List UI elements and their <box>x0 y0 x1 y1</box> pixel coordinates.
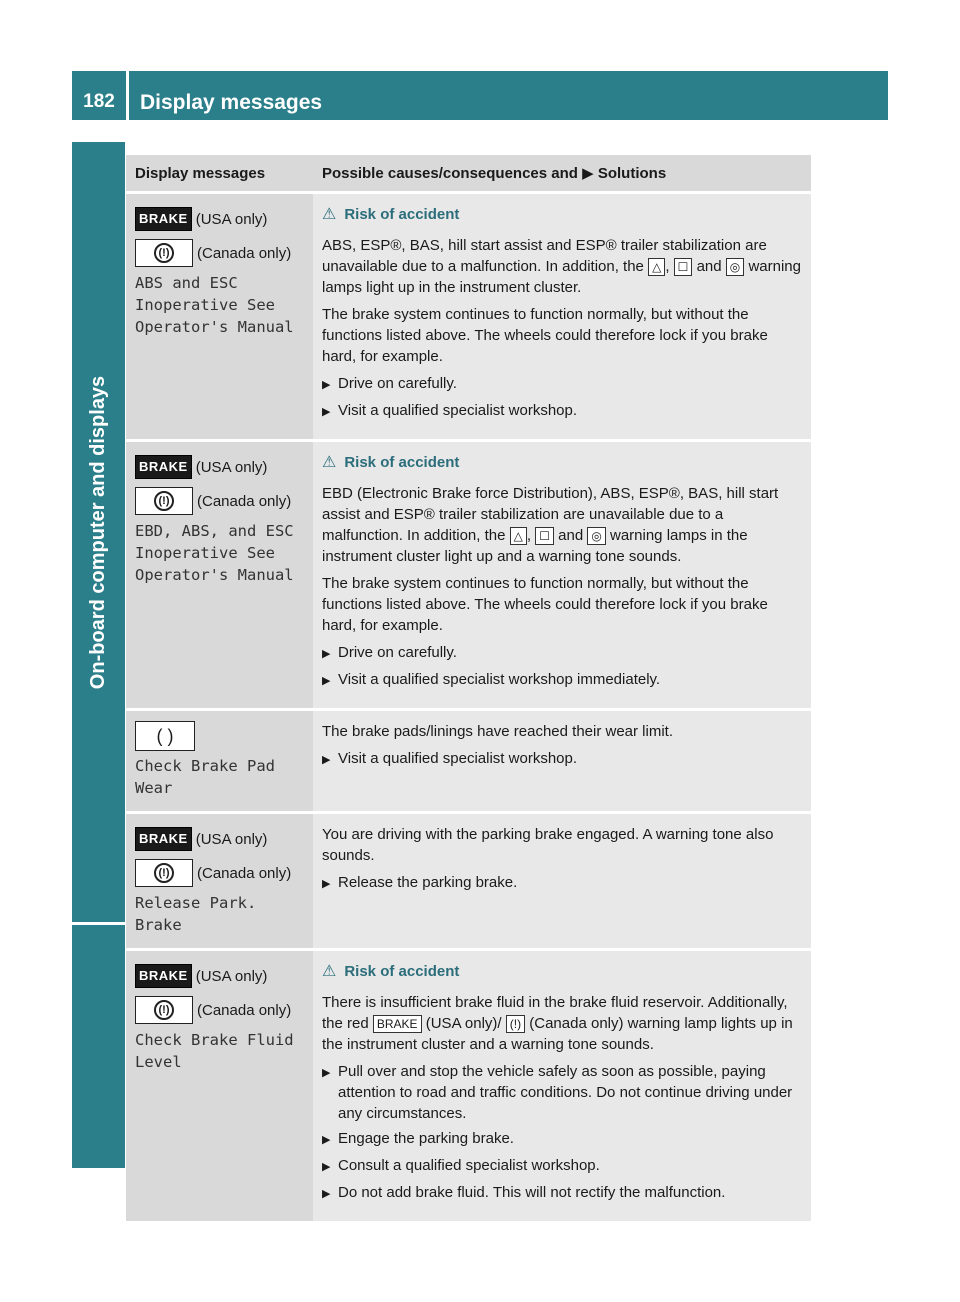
solutions-cell <box>313 441 811 710</box>
cause-paragraph: You are driving with the parking brake engaged. A warning tone also sounds. <box>322 826 774 864</box>
solution-item: ▶ Pull over and stop the vehicle safely as soon as possible, paying attention to road and traffic conditions. Do not continue driving under any circumstances. <box>322 1063 793 1122</box>
display-cell <box>126 950 313 1223</box>
bullet-arrow-icon: ▶ <box>322 878 331 890</box>
bullet-arrow-icon: ▶ <box>322 648 331 660</box>
table-row <box>126 193 811 441</box>
display-message-text: Check Brake Fluid Level <box>135 1031 294 1071</box>
solution-item: ▶ Drive on carefully. <box>322 642 802 665</box>
bullet-arrow-icon: ▶ <box>322 675 331 687</box>
esp-lamp-icon: △ <box>510 527 527 545</box>
brake-warning-icon: BRAKE <box>135 207 192 231</box>
display-cell <box>126 193 313 441</box>
display-message-text: ABS and ESC Inoperative See Operator's Manual <box>135 274 294 336</box>
solution-item: ▶ Engage the parking brake. <box>322 1128 802 1151</box>
usa-only-label: (USA only) <box>195 458 268 476</box>
risk-heading: ⚠ Risk of accident <box>322 206 460 223</box>
section-tab-divider <box>72 922 125 925</box>
display-message-text: Check Brake Pad Wear <box>135 757 275 797</box>
display-message-text: Release Park. Brake <box>135 894 257 934</box>
solutions-cell <box>313 950 811 1223</box>
solutions-cell <box>313 813 811 950</box>
cause-paragraph: EBD (Electronic Brake force Distribution), ABS, ESP®, BAS, hill start assist and ESP® trailer stabilization are unavailable due to a malfunction. In addition, the △ , ☐ and ◎ warning lamps in the instrument cluster light up and a warning tone sounds. <box>322 485 779 565</box>
bullet-arrow-icon: ▶ <box>322 406 331 418</box>
brake-pad-wear-icon: ( ) <box>135 721 195 751</box>
table-row <box>126 950 811 1223</box>
page-number: 182 <box>83 91 115 112</box>
play-arrow-icon: ▶ <box>582 165 594 182</box>
brake-warning-icon: BRAKE <box>135 964 192 988</box>
usa-only-label: (USA only) <box>195 210 268 228</box>
solution-item: ▶ Visit a qualified specialist workshop. <box>322 400 802 423</box>
table-row <box>126 441 811 710</box>
bullet-arrow-icon: ▶ <box>322 1161 331 1173</box>
canada-only-label: (Canada only) <box>197 864 292 882</box>
consequence-paragraph: The brake system continues to function normally, but without the functions listed above. The wheels could therefore lock if you brake hard, for example. <box>322 306 768 365</box>
esp-lamp-icon: △ <box>648 258 665 276</box>
cause-paragraph: The brake pads/linings have reached their wear limit. <box>322 723 674 740</box>
solution-item: ▶ Drive on carefully. <box>322 373 802 396</box>
solution-item: ▶ Visit a qualified specialist workshop immediately. <box>322 669 802 692</box>
cause-paragraph: ABS, ESP®, BAS, hill start assist and ESP® trailer stabilization are unavailable due to a malfunction. In addition, the △ , ☐ and ◎ warning lamps light up in the instrument cluster. <box>322 237 801 296</box>
esp-off-lamp-icon: ☐ <box>674 258 693 276</box>
page-title: Display messages <box>140 91 323 114</box>
display-messages-table <box>126 155 811 1224</box>
solutions-cell <box>313 710 811 813</box>
bullet-arrow-icon: ▶ <box>322 754 331 766</box>
col-header-solutions <box>313 155 811 193</box>
solution-item: ▶ Do not add brake fluid. This will not rectify the malfunction. <box>322 1182 802 1205</box>
consequence-paragraph: The brake system continues to function normally, but without the functions listed above. The wheels could therefore lock if you brake hard, for example. <box>322 575 768 634</box>
circle-lamp-icon: (!) <box>506 1015 525 1033</box>
header-divider <box>126 71 129 120</box>
solution-item: ▶ Consult a qualified specialist workshop. <box>322 1155 802 1178</box>
canada-only-label: (Canada only) <box>197 244 292 262</box>
page-header <box>72 71 888 120</box>
canada-only-label: (Canada only) <box>197 1001 292 1019</box>
brake-circle-warning-icon: (!) <box>135 996 193 1024</box>
brake-circle-warning-icon: (!) <box>135 859 193 887</box>
bullet-arrow-icon: ▶ <box>322 1067 331 1079</box>
brake-circle-warning-icon: (!) <box>135 239 193 267</box>
section-tab-label: On-board computer and displays <box>87 375 110 689</box>
section-tab-label-wrap <box>72 142 125 922</box>
bullet-arrow-icon: ▶ <box>322 1134 331 1146</box>
col-header-solutions-prefix: Possible causes/consequences and <box>322 165 578 182</box>
table-header-row <box>126 155 811 193</box>
usa-only-label: (USA only) <box>195 967 268 985</box>
display-message-text: EBD, ABS, and ESC Inoperative See Operator's Manual <box>135 522 294 584</box>
solution-item: ▶ Release the parking brake. <box>322 872 802 895</box>
cause-paragraph: There is insufficient brake fluid in the brake fluid reservoir. Additionally, the red BRAKE (USA only)/ (!) (Canada only) warning lamp lights up in the instrument cluster and a warning tone sounds. <box>322 994 793 1053</box>
warning-triangle-icon: ⚠ <box>322 963 337 980</box>
brake-warning-icon: BRAKE <box>135 827 192 851</box>
esp-off-lamp-icon: ☐ <box>535 527 554 545</box>
bullet-arrow-icon: ▶ <box>322 379 331 391</box>
brake-lamp-icon: BRAKE <box>373 1015 422 1033</box>
display-cell <box>126 813 313 950</box>
risk-heading: ⚠ Risk of accident <box>322 454 460 471</box>
solutions-cell <box>313 193 811 441</box>
col-header-solutions-suffix: Solutions <box>597 165 667 182</box>
usa-only-label: (USA only) <box>195 830 268 848</box>
canada-only-label: (Canada only) <box>197 492 292 510</box>
abs-lamp-icon: ◎ <box>587 527 605 545</box>
solution-item: ▶ Visit a qualified specialist workshop. <box>322 748 802 771</box>
table-row <box>126 710 811 813</box>
display-cell <box>126 441 313 710</box>
brake-warning-icon: BRAKE <box>135 455 192 479</box>
display-cell <box>126 710 313 813</box>
table-row <box>126 813 811 950</box>
brake-circle-warning-icon: (!) <box>135 487 193 515</box>
abs-lamp-icon: ◎ <box>726 258 744 276</box>
warning-triangle-icon: ⚠ <box>322 454 337 471</box>
bullet-arrow-icon: ▶ <box>322 1188 331 1200</box>
col-header-messages: Display messages <box>126 155 313 193</box>
risk-heading: ⚠ Risk of accident <box>322 963 460 980</box>
warning-triangle-icon: ⚠ <box>322 206 337 223</box>
